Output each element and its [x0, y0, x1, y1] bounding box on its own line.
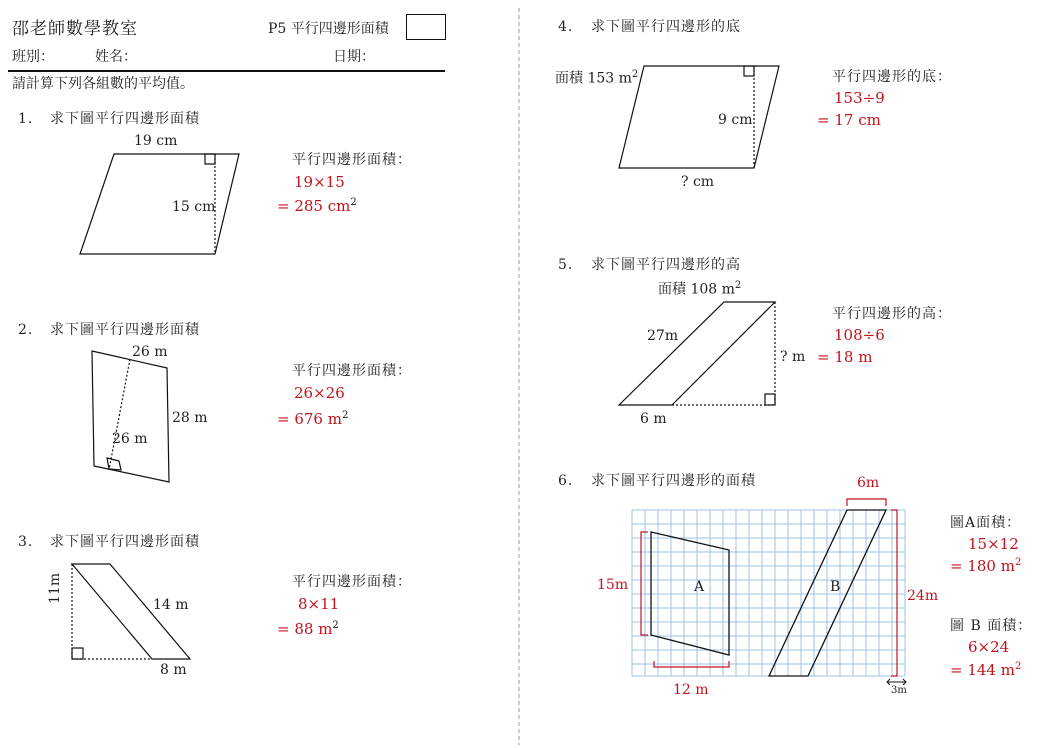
q2-answer-title: 平行四邊形面積： [292, 363, 412, 379]
q6-a-expression: 15×12 [968, 535, 1019, 553]
q4-base-label: ? cm [681, 174, 715, 190]
q6-shape-b-label: B [830, 579, 841, 595]
q3-base-label: 8 m [160, 662, 187, 678]
q6-b-result: = 144 $m^2$ [950, 661, 1022, 679]
q4-prompt: 求下圖平行四邊形的底 [591, 19, 741, 35]
q4-answer-title: 平行四邊形的底： [832, 69, 952, 85]
q6-prompt: 求下圖平行四邊形的面積 [591, 473, 756, 489]
q6-a-title: 圖A面積： [950, 515, 1022, 531]
q4-height-label: 9 cm [718, 112, 753, 128]
q2-prompt: 求下圖平行四邊形面積 [50, 322, 200, 338]
q6-top-label: 6m [857, 475, 880, 491]
q5-prompt: 求下圖平行四邊形的高 [591, 257, 741, 273]
q6-number: 6. [558, 473, 574, 489]
q5-expression: 108÷6 [834, 326, 885, 344]
q2-side-label: 28 m [172, 410, 208, 426]
q6-left-label: 15m [597, 577, 629, 593]
q1-number: 1. [18, 111, 34, 127]
date-label: 日期： [333, 49, 375, 65]
q5-number: 5. [558, 257, 574, 273]
q3-number: 3. [18, 534, 34, 550]
q2-figure [92, 351, 169, 482]
q2-top-label: 26 m [132, 344, 168, 360]
q2-expression: 26×26 [294, 384, 345, 402]
q1-base-label: 19 cm [134, 133, 178, 149]
worksheet-title: P5 平行四邊形面積 [268, 21, 389, 37]
q3-slant-label: 14 m [153, 597, 189, 613]
q6-a-result: = 180 $m^2$ [950, 557, 1022, 575]
q6-a-exponent: 2 [1014, 557, 1022, 568]
q3-prompt: 求下圖平行四邊形面積 [50, 534, 200, 550]
q1-exponent: 2 [350, 197, 357, 208]
q5-answer-title: 平行四邊形的高： [832, 306, 952, 322]
q1-result: = 285 $cm^2$ [277, 197, 357, 215]
q6-bottom-label: 12 m [673, 682, 709, 698]
q5-slant-label: 27m [647, 328, 679, 344]
q6-dimensions [641, 499, 897, 676]
q6-b-exponent: 2 [1014, 661, 1022, 672]
q1-expression: 19×15 [294, 173, 345, 191]
q2-height-label: 26 m [112, 431, 148, 447]
q5-base-label: 6 m [640, 411, 667, 427]
q1-prompt: 求下圖平行四邊形面積 [50, 111, 200, 127]
q5-height-label: ? m [780, 349, 806, 365]
q6-grid [632, 510, 905, 676]
q3-exponent: 2 [332, 620, 339, 631]
q5-area-label: 面積 108 $m^2$ [658, 280, 742, 298]
q6-b-title: 圖 B 面積： [950, 618, 1033, 634]
q1-answer-title: 平行四邊形面積： [292, 152, 412, 168]
q6-b-expression: 6×24 [968, 638, 1010, 656]
q3-expression: 8×11 [298, 595, 340, 613]
q6-shape-a-label: A [694, 579, 705, 595]
q2-exponent: 2 [341, 410, 349, 421]
page-title: 邵老師數學教室 [12, 19, 138, 39]
q4-area-label: 面積 153 $m^2$ [555, 69, 639, 87]
q3-answer-title: 平行四邊形面積： [292, 574, 412, 590]
q3-height-label: 11m [47, 572, 63, 604]
q3-result: = 88 $m^2$ [277, 620, 339, 638]
class-label: 班別： [12, 49, 54, 65]
q6-scale-label: 3m [891, 685, 907, 696]
q4-figure [619, 66, 779, 168]
q5-figure [619, 302, 775, 405]
q5-area-exponent: 2 [734, 280, 742, 291]
q4-expression: 153÷9 [834, 89, 885, 107]
q5-result: = 18 m [817, 348, 873, 366]
q1-height-label: 15 cm [172, 199, 216, 215]
q4-area-exponent: 2 [631, 69, 639, 80]
q2-result: = 676 $m^2$ [277, 410, 349, 428]
q6-shapes [651, 510, 886, 676]
q4-result: = 17 cm [817, 111, 881, 129]
instruction: 請計算下列各組數的平均值。 [12, 76, 194, 92]
q4-number: 4. [558, 19, 574, 35]
name-label: 姓名： [95, 49, 137, 65]
q6-right-label: 24m [907, 588, 939, 604]
q2-number: 2. [18, 322, 34, 338]
